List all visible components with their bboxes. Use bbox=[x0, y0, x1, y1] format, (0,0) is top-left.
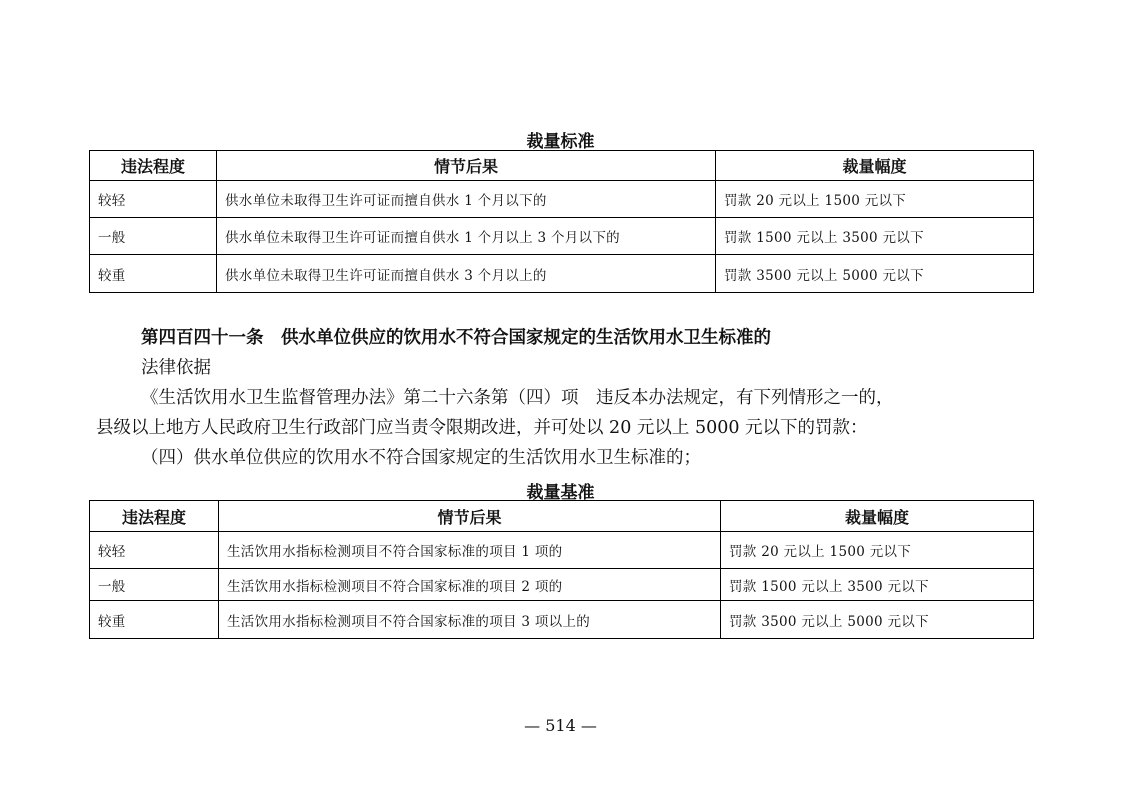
header-penalty-range: 裁量幅度 bbox=[721, 501, 1034, 532]
table-row bbox=[90, 601, 1034, 639]
cell-severity: 较重 bbox=[90, 255, 217, 293]
cell-severity: 较轻 bbox=[90, 532, 219, 569]
cell-circumstances: 供水单位未取得卫生许可证而擅自供水 1 个月以上 3 个月以下的 bbox=[217, 218, 716, 255]
table-row bbox=[90, 569, 1034, 601]
cell-severity: 较轻 bbox=[90, 181, 217, 218]
cell-circumstances: 生活饮用水指标检测项目不符合国家标准的项目 1 项的 bbox=[219, 532, 721, 569]
header-severity: 违法程度 bbox=[90, 501, 219, 532]
table-row bbox=[90, 181, 1034, 218]
legal-basis-label: 法律依据 bbox=[141, 358, 211, 378]
header-circumstances: 情节后果 bbox=[217, 151, 716, 181]
table2-caption: 裁量基准 bbox=[526, 483, 595, 503]
cell-circumstances: 生活饮用水指标检测项目不符合国家标准的项目 2 项的 bbox=[219, 569, 721, 601]
article-title: 第四百四十一条 供水单位供应的饮用水不符合国家规定的生活饮用水卫生标准的 bbox=[141, 328, 771, 348]
table-row bbox=[90, 255, 1034, 293]
cell-penalty: 罚款 1500 元以上 3500 元以下 bbox=[716, 218, 1034, 255]
header-severity: 违法程度 bbox=[90, 151, 217, 181]
header-circumstances: 情节后果 bbox=[219, 501, 721, 532]
cell-circumstances: 供水单位未取得卫生许可证而擅自供水 3 个月以上的 bbox=[217, 255, 716, 293]
cell-circumstances: 供水单位未取得卫生许可证而擅自供水 1 个月以下的 bbox=[217, 181, 716, 218]
header-penalty-range: 裁量幅度 bbox=[716, 151, 1034, 181]
table1-caption: 裁量标准 bbox=[526, 132, 595, 152]
cell-penalty: 罚款 1500 元以上 3500 元以下 bbox=[721, 569, 1034, 601]
legal-basis-line-2: 县级以上地方人民政府卫生行政部门应当责令限期改进，并可处以 20 元以上 5000 元以下的罚款： bbox=[96, 418, 868, 438]
cell-penalty: 罚款 20 元以上 1500 元以下 bbox=[716, 181, 1034, 218]
cell-penalty: 罚款 3500 元以上 5000 元以下 bbox=[721, 601, 1034, 639]
page-number: — 514 — bbox=[524, 716, 597, 735]
table-row bbox=[90, 218, 1034, 255]
legal-basis-line-1: 《生活饮用水卫生监督管理办法》第二十六条第（四）项 违反本办法规定，有下列情形之一的， bbox=[141, 388, 894, 408]
table-row bbox=[90, 532, 1034, 569]
cell-penalty: 罚款 3500 元以上 5000 元以下 bbox=[716, 255, 1034, 293]
cell-severity: 一般 bbox=[90, 569, 219, 601]
table2 bbox=[89, 500, 1034, 639]
table-header-row bbox=[90, 501, 1034, 532]
cell-severity: 一般 bbox=[90, 218, 217, 255]
cell-penalty: 罚款 20 元以上 1500 元以下 bbox=[721, 532, 1034, 569]
legal-basis-line-3: （四）供水单位供应的饮用水不符合国家规定的生活饮用水卫生标准的； bbox=[141, 448, 701, 468]
cell-severity: 较重 bbox=[90, 601, 219, 639]
cell-circumstances: 生活饮用水指标检测项目不符合国家标准的项目 3 项以上的 bbox=[219, 601, 721, 639]
table1 bbox=[89, 150, 1034, 293]
table-header-row bbox=[90, 151, 1034, 181]
